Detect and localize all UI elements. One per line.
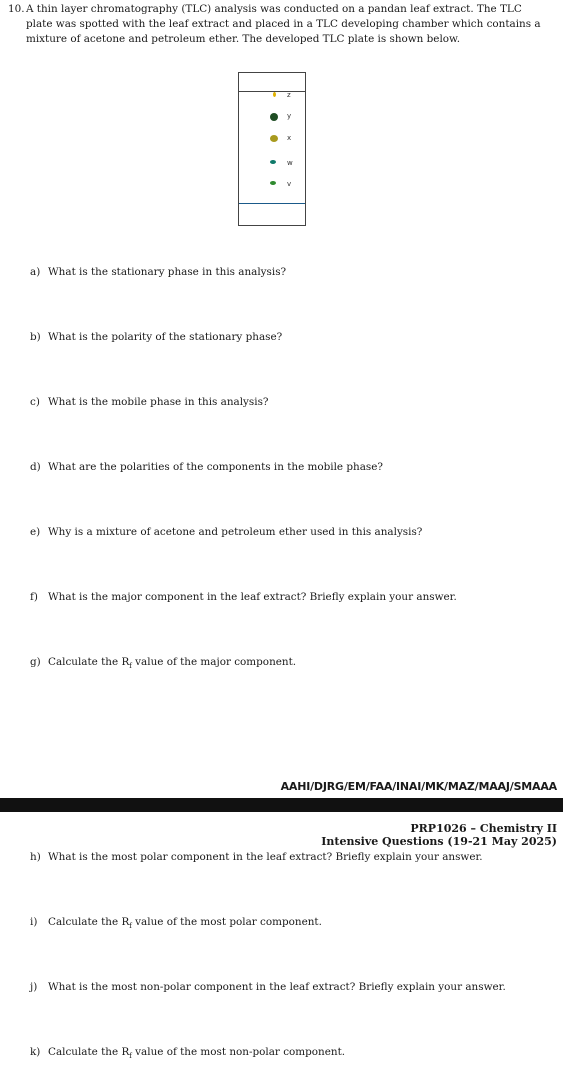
question-f: f) What is the major component in the leaf extract? Briefly explain your answer. bbox=[30, 591, 457, 603]
question-g: g) Calculate the $R_f$ value of the major component. bbox=[30, 656, 297, 671]
question-e: e) Why is a mixture of acetone and petroleum ether used in this analysis? bbox=[30, 526, 423, 538]
spot-w bbox=[270, 160, 276, 164]
spot-label-y: y bbox=[287, 112, 292, 120]
page-divider bbox=[0, 798, 563, 812]
course-title: PRP1026 – Chemistry II bbox=[410, 822, 557, 835]
course-subtitle: Intensive Questions (19-21 May 2025) bbox=[321, 835, 557, 848]
baseline bbox=[239, 203, 305, 204]
spot-label-x: x bbox=[287, 134, 292, 142]
question-a: a) What is the stationary phase in this analysis? bbox=[30, 266, 287, 278]
intro-line-2: plate was spotted with the leaf extract and placed in a TLC developing chamber which contains a bbox=[26, 18, 541, 30]
question-c: c) What is the mobile phase in this analysis? bbox=[30, 396, 269, 408]
question-i: i) Calculate the $R_f$ value of the most polar component. bbox=[30, 916, 322, 931]
spot-y bbox=[270, 113, 278, 121]
spot-x bbox=[270, 135, 278, 142]
question-number: 10. bbox=[8, 3, 25, 15]
solvent-front-line bbox=[239, 91, 305, 92]
question-10-intro bbox=[8, 2, 558, 47]
spot-label-w: w bbox=[287, 159, 293, 167]
spot-label-z: z bbox=[287, 91, 291, 99]
spot-z bbox=[273, 92, 276, 97]
question-k: k) Calculate the $R_f$ value of the most non-polar component. bbox=[30, 1046, 346, 1061]
question-d: d) What are the polarities of the components in the mobile phase? bbox=[30, 461, 383, 473]
spot-v bbox=[270, 181, 276, 185]
intro-line-3: mixture of acetone and petroleum ether. The developed TLC plate is shown below. bbox=[26, 33, 460, 45]
author-codes: AAHI/DJRG/EM/FAA/INAI/MK/MAZ/MAAJ/SMAAA bbox=[280, 780, 557, 793]
tlc-plate bbox=[238, 72, 306, 226]
question-b: b) What is the polarity of the stationary phase? bbox=[30, 331, 283, 343]
question-j: j) What is the most non-polar component in the leaf extract? Briefly explain your answer. bbox=[30, 981, 506, 993]
question-h: h) What is the most polar component in the leaf extract? Briefly explain your answer. bbox=[30, 851, 483, 863]
spot-label-v: v bbox=[287, 180, 292, 188]
intro-line-1: 10.A thin layer chromatography (TLC) analysis was conducted on a pandan leaf extract. The TLC bbox=[8, 3, 522, 15]
